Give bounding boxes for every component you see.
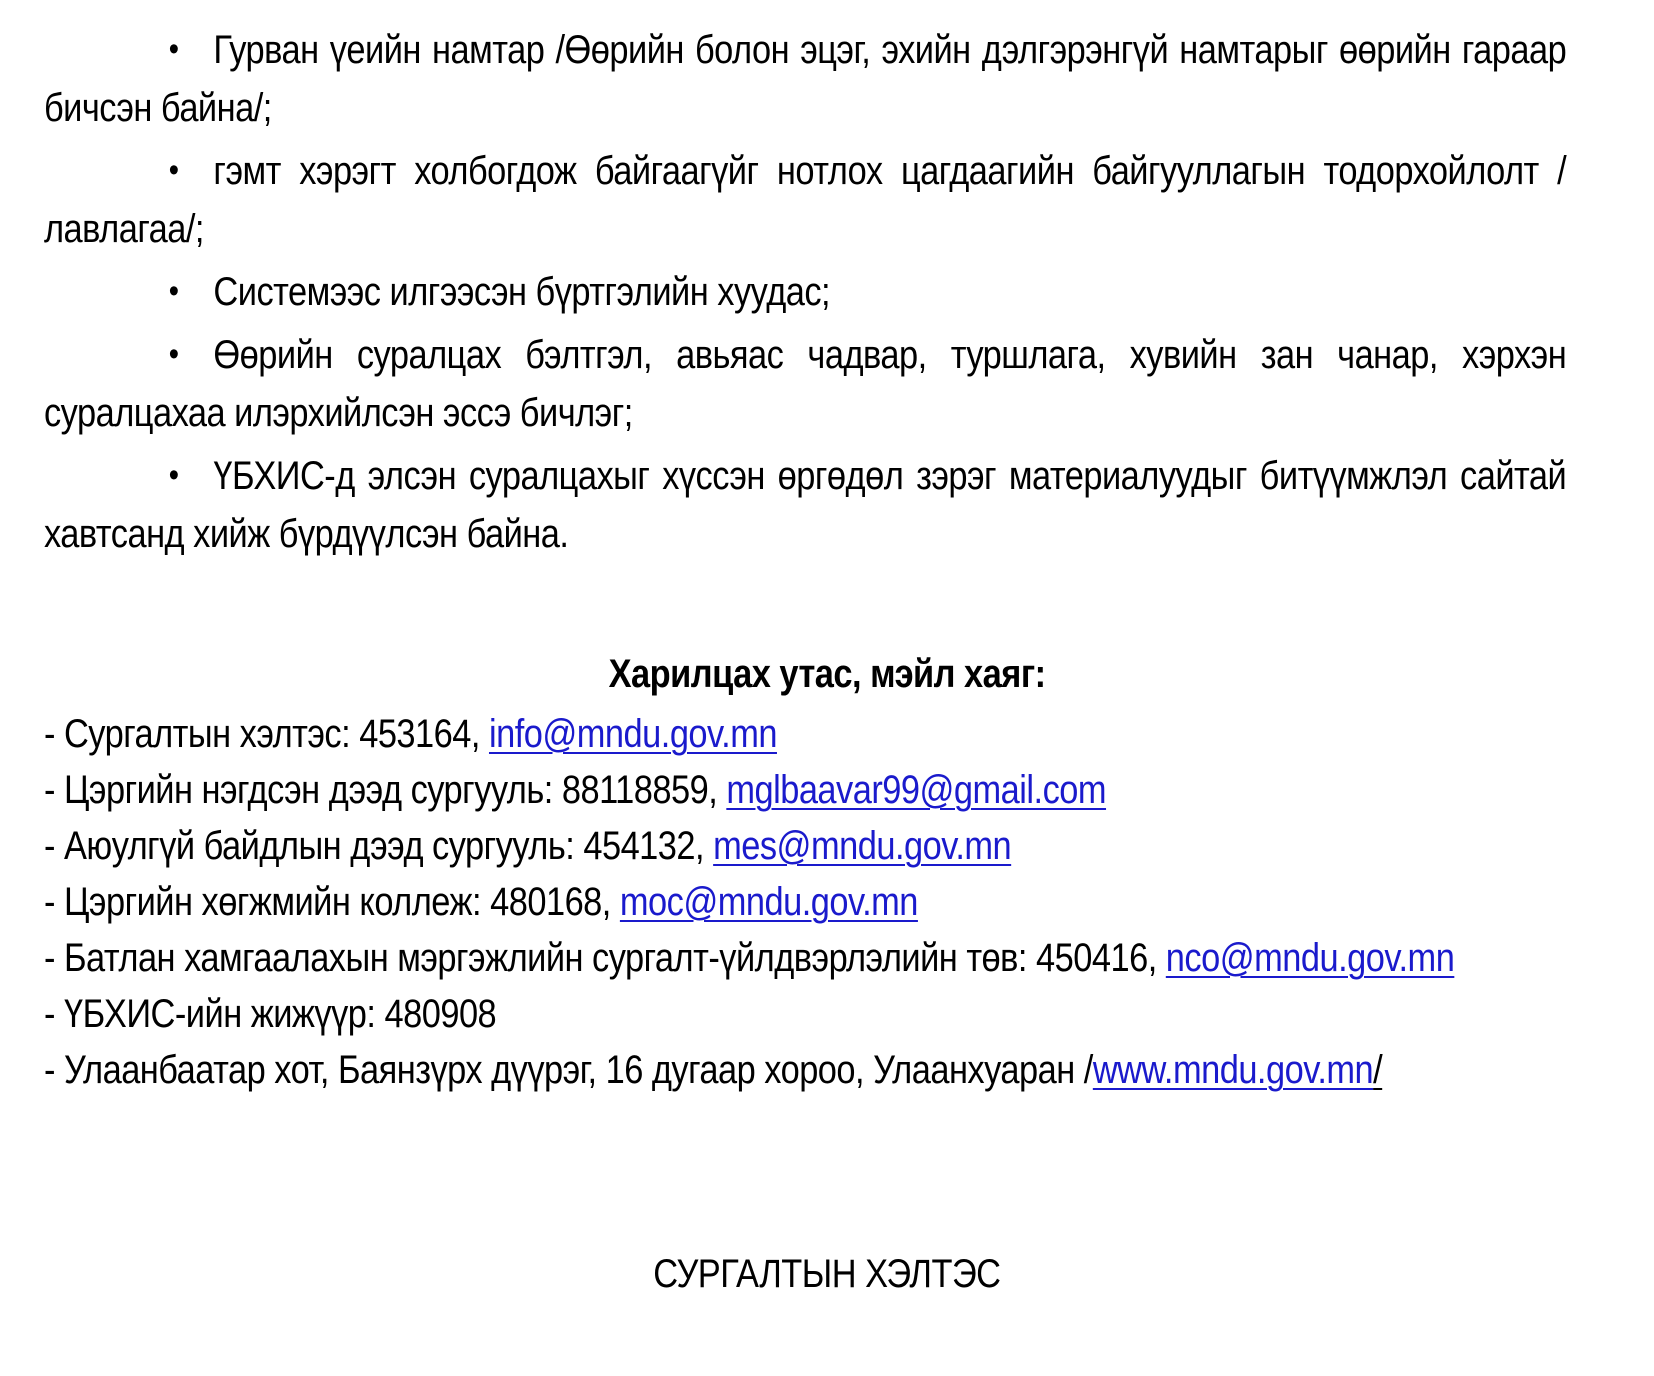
requirements-text-block <box>44 20 1566 563</box>
requirement-item-1 <box>44 20 1566 137</box>
contact-text: - Улаанбаатар хот, Баянзүрх дүүрэг, 16 дугаар хороо, Улаанхуаран / <box>44 1048 1093 1092</box>
contact-line-military-university <box>44 762 1566 818</box>
contact-text: - Цэргийн хөгжмийн коллеж: 480168, <box>44 880 620 924</box>
contact-text: - Сургалтын хэлтэс: 453164, <box>44 712 489 756</box>
requirement-text: Гурван үеийн намтар /Өөрийн болон эцэг, эхийн дэлгэрэнгүй намтарыг өөрийн гараар бичсэн байна/; <box>44 28 1567 130</box>
bullet-icon: • <box>168 272 179 310</box>
requirement-text: ҮБХИС-д элсэн суралцахыг хүссэн өргөдөл зэрэг материалуудыг битүүмжлэл сайтай хавтсанд хийж бүрдүүлсэн байна. <box>44 454 1567 556</box>
contact-text: - ҮБХИС-ийн жижүүр: 480908 <box>44 992 497 1036</box>
bullet-icon: • <box>168 335 179 373</box>
contact-line-duty-officer <box>44 986 1566 1042</box>
contact-line-training-department <box>44 706 1566 762</box>
requirement-text: Системээс илгээсэн бүртгэлийн хуудас; <box>213 270 831 314</box>
contacts-text-block <box>44 706 1566 1098</box>
requirements-list <box>44 20 1654 567</box>
contact-text: - Аюулгүй байдлын дээд сургууль: 454132, <box>44 824 714 868</box>
requirement-item-3 <box>44 262 1566 321</box>
footer <box>0 1252 1654 1297</box>
email-link[interactable]: moc@mndu.gov.mn <box>619 880 918 924</box>
contact-line-music-college <box>44 874 1566 930</box>
requirement-item-4 <box>44 325 1566 442</box>
bullet-icon: • <box>168 456 179 494</box>
contacts-heading <box>0 652 1654 697</box>
bullet-icon: • <box>168 151 179 189</box>
contact-line-security-school <box>44 818 1566 874</box>
email-link[interactable]: mglbaavar99@gmail.com <box>726 768 1107 812</box>
bullet-icon: • <box>168 30 179 68</box>
email-link[interactable]: mes@mndu.gov.mn <box>713 824 1012 868</box>
contact-text: - Батлан хамгаалахын мэргэжлийн сургалт-үйлдвэрлэлийн төв: 450416, <box>44 936 1166 980</box>
email-link[interactable]: nco@mndu.gov.mn <box>1165 936 1455 980</box>
contacts-list <box>44 706 1654 1098</box>
contact-text: - Цэргийн нэгдсэн дээд сургууль: 88118859, <box>44 768 727 812</box>
requirement-item-5 <box>44 446 1566 563</box>
requirement-text: Өөрийн суралцах бэлтгэл, авьяас чадвар, туршлага, хувийн зан чанар, хэрхэн суралцахаа илэрхийлсэн эссэ бичлэг; <box>44 333 1567 435</box>
website-link[interactable]: www.mndu.gov.mn <box>1092 1048 1374 1092</box>
contact-line-training-center <box>44 930 1566 986</box>
contact-line-address <box>44 1042 1566 1098</box>
contacts-title: Харилцах утас, мэйл хаяг: <box>608 652 1046 696</box>
requirement-item-2 <box>44 141 1566 258</box>
requirement-text: гэмт хэрэгт холбогдож байгаагүйг нотлох цагдаагийн байгууллагын тодорхойлолт /лавлагаа/; <box>44 149 1567 251</box>
address-suffix: / <box>1373 1048 1383 1092</box>
footer-department-name: СУРГАЛТЫН ХЭЛТЭС <box>653 1252 1001 1296</box>
email-link[interactable]: info@mndu.gov.mn <box>488 712 777 756</box>
